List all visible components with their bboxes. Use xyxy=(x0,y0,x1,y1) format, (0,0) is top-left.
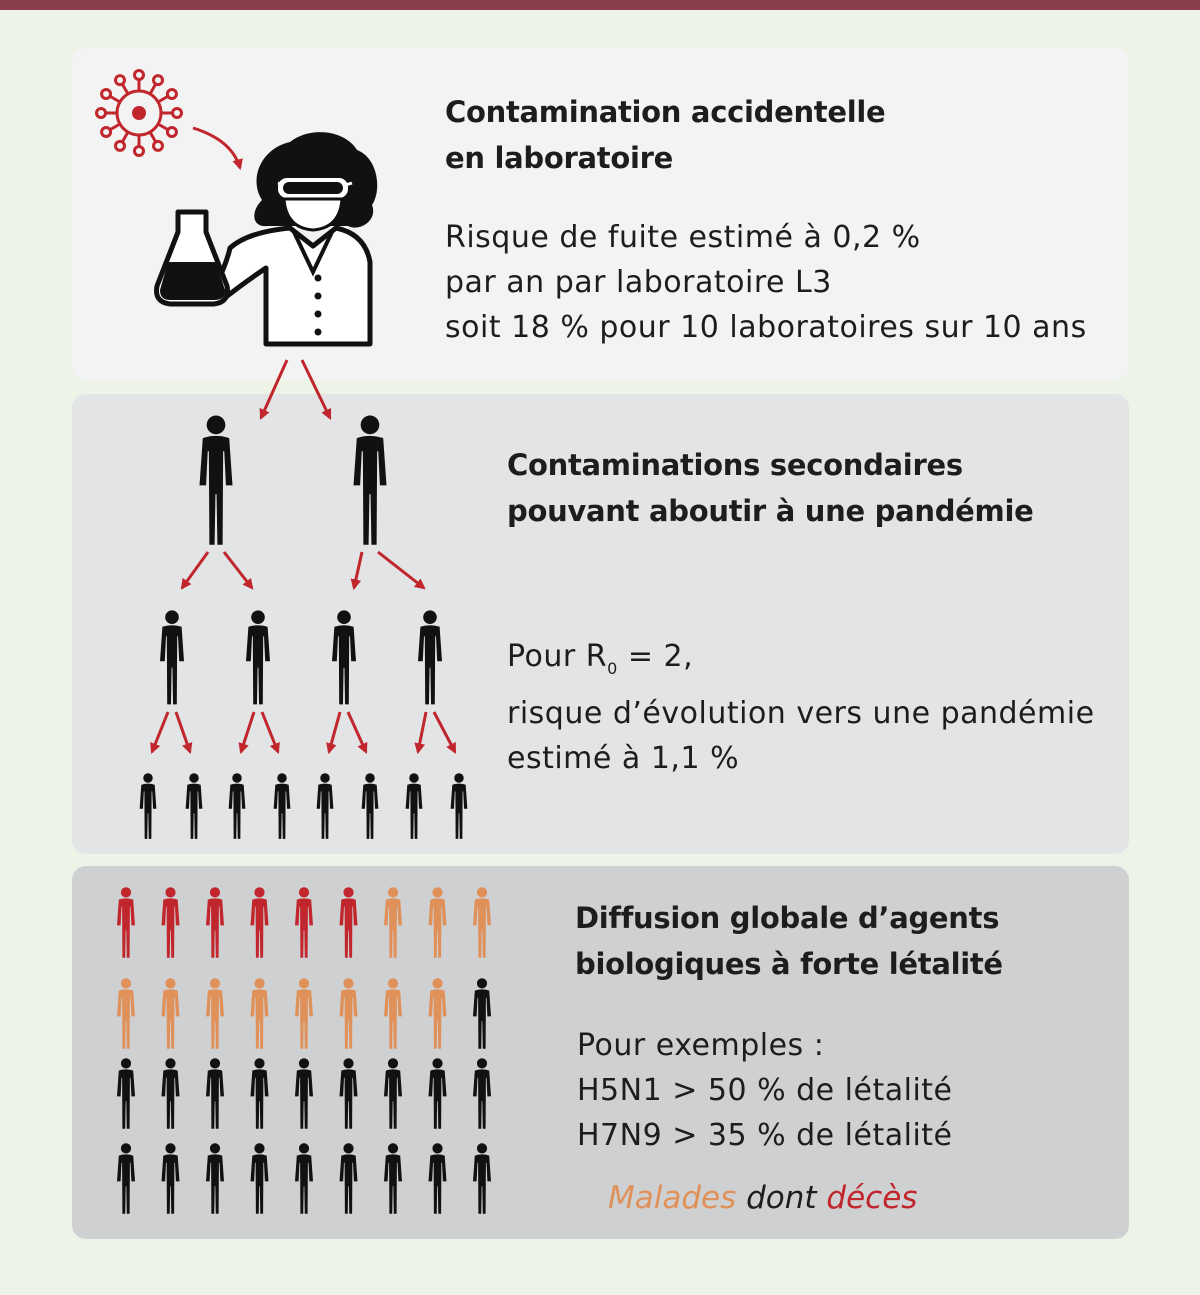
panel3-text xyxy=(577,1023,953,1158)
person-icon xyxy=(362,773,379,839)
arrow-icon xyxy=(434,712,455,752)
person-icon xyxy=(229,773,246,839)
person-icon xyxy=(406,773,423,839)
person-dead-icon xyxy=(251,887,269,958)
person-icon xyxy=(251,1143,269,1214)
person-sick-icon xyxy=(429,887,447,958)
person-icon xyxy=(206,1143,224,1214)
panel2-title-line: Contaminations secondaires xyxy=(507,448,963,482)
arrow-icon xyxy=(182,552,208,588)
transmission-tree xyxy=(140,416,468,839)
arrow-icon xyxy=(354,552,362,588)
panel2-text-line: risque d’évolution vers une pandémie xyxy=(507,696,1095,731)
panel1-text-line: soit 18 % pour 10 laboratoires sur 10 ans xyxy=(445,310,1087,345)
arrow-icon xyxy=(176,712,190,752)
arrow-icon xyxy=(241,712,254,752)
person-icon xyxy=(340,1143,358,1214)
person-dead-icon xyxy=(340,887,358,958)
person-icon xyxy=(295,1143,313,1214)
person-icon xyxy=(384,1143,402,1214)
person-icon xyxy=(473,1143,491,1214)
person-icon xyxy=(384,1058,402,1129)
person-sick-icon xyxy=(473,887,491,958)
person-icon xyxy=(186,773,203,839)
legend-dead: décès xyxy=(826,1180,918,1216)
person-icon xyxy=(251,1058,269,1129)
arrow-icon xyxy=(224,552,252,588)
person-icon xyxy=(418,610,442,704)
arrow-icon xyxy=(262,712,278,752)
person-sick-icon xyxy=(251,978,269,1049)
arrow-icon xyxy=(329,712,340,752)
person-icon xyxy=(200,416,233,545)
person-sick-icon xyxy=(162,978,180,1049)
virus-arrow-icon xyxy=(193,128,240,168)
arrow-icon xyxy=(418,712,426,752)
panel3-title-line: Diffusion globale d’agents xyxy=(575,901,1000,935)
panel1-text-line: par an par laboratoire L3 xyxy=(445,265,832,300)
person-icon xyxy=(246,610,270,704)
r0-prefix: Pour R xyxy=(507,639,608,674)
panel2-text xyxy=(507,634,1095,781)
person-sick-icon xyxy=(384,978,402,1049)
person-dead-icon xyxy=(295,887,313,958)
person-icon xyxy=(160,610,184,704)
person-icon xyxy=(451,773,468,839)
panel3-text-line: H7N9 > 35 % de létalité xyxy=(577,1118,953,1153)
person-icon xyxy=(117,1143,135,1214)
panel3-text-line: Pour exemples : xyxy=(577,1028,825,1063)
panel2-title-line: pouvant aboutir à une pandémie xyxy=(507,494,1034,528)
r0-line xyxy=(507,634,1095,691)
person-icon xyxy=(206,1058,224,1129)
panel1-title xyxy=(445,89,885,181)
person-icon xyxy=(317,773,334,839)
person-icon xyxy=(429,1058,447,1129)
person-dead-icon xyxy=(206,887,224,958)
panel1-title-line: en laboratoire xyxy=(445,141,673,175)
person-icon xyxy=(117,1058,135,1129)
panel1-title-line: Contamination accidentelle xyxy=(445,95,886,129)
legend-sick: Malades xyxy=(608,1180,737,1216)
legend xyxy=(608,1180,917,1216)
person-icon xyxy=(473,978,491,1049)
legend-middle: dont xyxy=(736,1180,827,1216)
person-icon xyxy=(340,1058,358,1129)
panel2-text-line: estimé à 1,1 % xyxy=(507,741,740,776)
person-dead-icon xyxy=(117,887,135,958)
r0-suffix: = 2, xyxy=(617,639,694,674)
person-sick-icon xyxy=(206,978,224,1049)
arrow-icon xyxy=(152,712,168,752)
lethality-grid xyxy=(117,887,491,1214)
scientist-icon xyxy=(157,132,378,344)
person-icon xyxy=(332,610,356,704)
person-icon xyxy=(295,1058,313,1129)
person-icon xyxy=(429,1143,447,1214)
person-icon xyxy=(162,1058,180,1129)
panel3-text-line: H5N1 > 50 % de létalité xyxy=(577,1073,953,1108)
person-dead-icon xyxy=(162,887,180,958)
person-icon xyxy=(354,416,387,545)
virus-icon xyxy=(97,71,182,156)
panel2-title xyxy=(507,442,1033,534)
panel1-text-line: Risque de fuite estimé à 0,2 % xyxy=(445,220,921,255)
arrow-icon xyxy=(348,712,366,752)
person-sick-icon xyxy=(295,978,313,1049)
person-icon xyxy=(274,773,291,839)
person-icon xyxy=(140,773,157,839)
arrow-icon xyxy=(378,552,424,588)
panel1-text xyxy=(445,215,1087,350)
person-sick-icon xyxy=(384,887,402,958)
person-sick-icon xyxy=(340,978,358,1049)
r0-subscript: 0 xyxy=(607,659,618,678)
person-sick-icon xyxy=(117,978,135,1049)
panel3-title-line: biologiques à forte létalité xyxy=(575,947,1003,981)
panel3-title xyxy=(575,895,1003,987)
person-icon xyxy=(473,1058,491,1129)
person-icon xyxy=(162,1143,180,1214)
person-sick-icon xyxy=(429,978,447,1049)
